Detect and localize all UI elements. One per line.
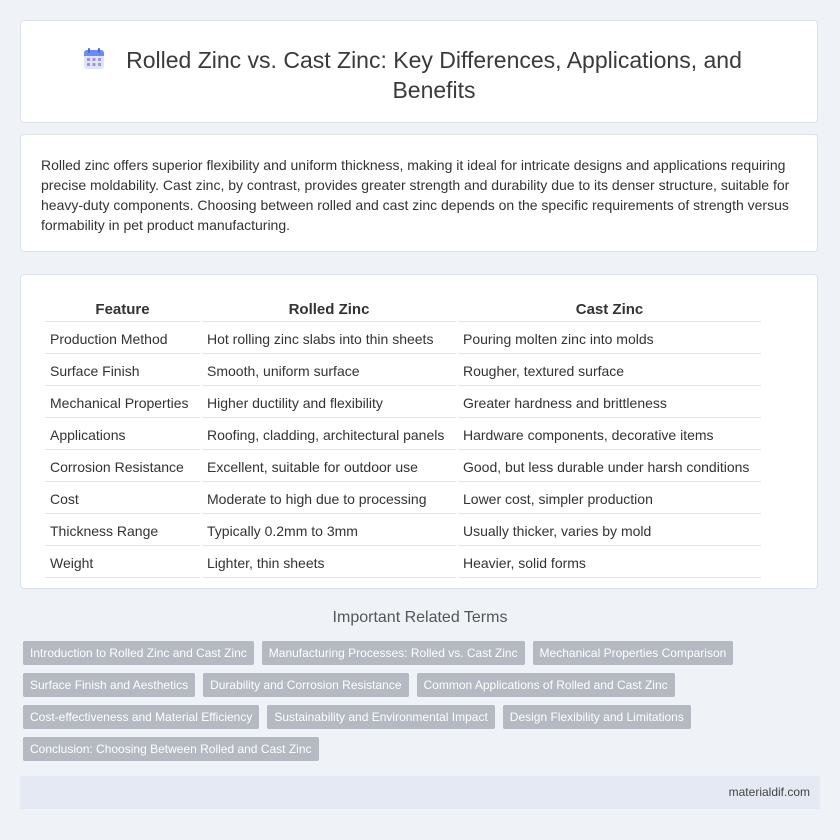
feature-cell: Applications — [45, 420, 200, 450]
related-term-tag[interactable]: Common Applications of Rolled and Cast Zinc — [417, 673, 675, 697]
feature-cell: Production Method — [45, 324, 200, 354]
related-term-tag[interactable]: Sustainability and Environmental Impact — [267, 705, 494, 729]
page-title: Rolled Zinc vs. Cast Zinc: Key Differences, Applications, and Benefits — [126, 47, 742, 103]
related-term-tag[interactable]: Manufacturing Processes: Rolled vs. Cast Zinc — [262, 641, 525, 665]
column-header-feature: Feature — [45, 298, 200, 322]
table-row — [45, 388, 761, 418]
feature-cell: Cost — [45, 484, 200, 514]
related-term-tag[interactable]: Introduction to Rolled Zinc and Cast Zinc — [23, 641, 254, 665]
cast-zinc-cell: Rougher, textured surface — [458, 356, 761, 386]
related-term-tag[interactable]: Mechanical Properties Comparison — [533, 641, 734, 665]
cast-zinc-cell: Usually thicker, varies by mold — [458, 516, 761, 546]
intro-paragraph: Rolled zinc offers superior flexibility and uniform thickness, making it ideal for intricate designs and applications requiring precise moldability. Cast zinc, by contrast, provides greater strength and durability due to its denser structure, suitable for heavy-duty components. Choosing between rolled and cast zinc depends on the specific requirements of strength versus formability in pet product manufacturing. — [41, 157, 790, 233]
table-row — [45, 420, 761, 450]
table-row — [45, 548, 761, 578]
comparison-card — [20, 274, 818, 589]
cast-zinc-cell: Hardware components, decorative items — [458, 420, 761, 450]
rolled-zinc-cell: Moderate to high due to processing — [202, 484, 456, 514]
column-header-rolled-zinc: Rolled Zinc — [202, 298, 456, 322]
related-term-tag[interactable]: Conclusion: Choosing Between Rolled and Cast Zinc — [23, 737, 319, 761]
table-row — [45, 356, 761, 386]
related-term-tag[interactable]: Cost-effectiveness and Material Efficiency — [23, 705, 259, 729]
cast-zinc-cell: Greater hardness and brittleness — [458, 388, 761, 418]
rolled-zinc-cell: Lighter, thin sheets — [202, 548, 456, 578]
feature-cell: Mechanical Properties — [45, 388, 200, 418]
related-term-tag[interactable]: Surface Finish and Aesthetics — [23, 673, 195, 697]
related-terms-heading: Important Related Terms — [332, 609, 508, 626]
feature-cell: Surface Finish — [45, 356, 200, 386]
related-term-tag[interactable]: Design Flexibility and Limitations — [503, 705, 691, 729]
intro-card — [20, 134, 818, 252]
table-header-row — [45, 298, 761, 322]
feature-cell: Thickness Range — [45, 516, 200, 546]
related-terms-list — [23, 641, 823, 769]
title-card — [20, 20, 818, 123]
footer — [20, 776, 820, 809]
rolled-zinc-cell: Higher ductility and flexibility — [202, 388, 456, 418]
cast-zinc-cell: Good, but less durable under harsh conditions — [458, 452, 761, 482]
rolled-zinc-cell: Smooth, uniform surface — [202, 356, 456, 386]
table-row — [45, 484, 761, 514]
table-row — [45, 452, 761, 482]
cast-zinc-cell: Heavier, solid forms — [458, 548, 761, 578]
footer-site-link[interactable]: materialdif.com — [728, 785, 810, 799]
rolled-zinc-cell: Excellent, suitable for outdoor use — [202, 452, 456, 482]
table-row — [45, 516, 761, 546]
cast-zinc-cell: Lower cost, simpler production — [458, 484, 761, 514]
related-term-tag[interactable]: Durability and Corrosion Resistance — [203, 673, 408, 697]
cast-zinc-cell: Pouring molten zinc into molds — [458, 324, 761, 354]
rolled-zinc-cell: Typically 0.2mm to 3mm — [202, 516, 456, 546]
column-header-cast-zinc: Cast Zinc — [458, 298, 761, 322]
comparison-table — [43, 296, 763, 580]
rolled-zinc-cell: Roofing, cladding, architectural panels — [202, 420, 456, 450]
feature-cell: Weight — [45, 548, 200, 578]
feature-cell: Corrosion Resistance — [45, 452, 200, 482]
rolled-zinc-cell: Hot rolling zinc slabs into thin sheets — [202, 324, 456, 354]
table-row — [45, 324, 761, 354]
